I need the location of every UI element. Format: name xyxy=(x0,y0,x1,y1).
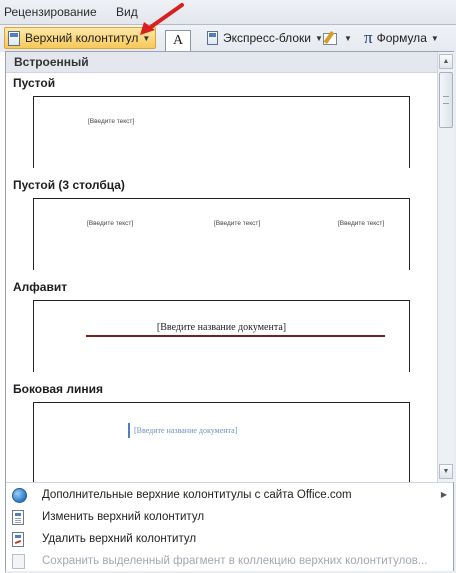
scroll-down-button[interactable] xyxy=(439,464,453,479)
gallery-item-blank[interactable] xyxy=(33,96,410,168)
placeholder-text: [Введите текст] xyxy=(338,220,385,227)
menu-item-delete-header[interactable] xyxy=(6,529,453,551)
tab-review[interactable]: Рецензирование xyxy=(4,5,97,19)
chevron-down-icon: ▼ xyxy=(142,33,151,43)
menu-item-more-headers[interactable] xyxy=(6,485,453,507)
gallery-list[interactable] xyxy=(6,52,437,482)
gallery-item-alphabet[interactable] xyxy=(33,300,410,372)
gallery-item-blank-3col[interactable] xyxy=(33,198,410,270)
section-header xyxy=(6,52,437,73)
gallery-item-label: Пустой xyxy=(13,76,56,90)
chevron-down-icon: ▼ xyxy=(344,33,352,43)
chevron-down-icon: ▼ xyxy=(430,33,439,43)
menu-item-label: Изменить верхний колонтитул xyxy=(42,511,205,523)
tab-view[interactable]: Вид xyxy=(116,5,138,19)
delete-header-icon xyxy=(12,532,24,547)
gallery-item-label: Пустой (3 столбца) xyxy=(13,178,125,192)
menu-item-label: Дополнительные верхние колонтитулы с сайта Office.com xyxy=(42,489,352,501)
chevron-right-icon: ▶ xyxy=(440,490,447,499)
accent-line xyxy=(86,335,385,337)
header-icon xyxy=(8,31,20,46)
gallery-item-label: Боковая линия xyxy=(13,382,103,396)
ribbon xyxy=(0,0,456,52)
office-globe-icon xyxy=(12,488,27,503)
formula-label: Формула xyxy=(376,31,427,45)
placeholder-text: [Введите название документа] xyxy=(134,426,238,435)
express-blocks-icon xyxy=(207,31,218,45)
express-blocks-button[interactable] xyxy=(207,27,323,49)
chevron-up-icon: ▲ xyxy=(442,58,450,65)
scroll-thumb[interactable] xyxy=(439,72,453,128)
accent-bar xyxy=(128,423,130,438)
gallery-item-label: Алфавит xyxy=(13,280,68,294)
placeholder-text: [Введите текст] xyxy=(87,220,134,227)
red-arrow-annotation xyxy=(134,2,186,38)
scroll-up-button[interactable] xyxy=(439,54,453,69)
express-blocks-label: Экспресс-блоки xyxy=(223,31,311,45)
placeholder-text: [Введите текст] xyxy=(214,220,261,227)
edit-header-icon xyxy=(12,510,24,525)
signature-icon xyxy=(322,31,338,46)
gallery-scrollbar[interactable] xyxy=(437,52,454,482)
pi-icon: π xyxy=(364,28,373,47)
placeholder-text: [Введите текст] xyxy=(88,118,135,125)
chevron-down-icon: ▼ xyxy=(442,468,450,475)
section-title: Встроенный xyxy=(14,55,89,69)
menu-item-edit-header[interactable] xyxy=(6,507,453,529)
gallery-menu xyxy=(6,482,453,571)
ribbon-tabs xyxy=(0,0,456,25)
chevron-down-icon: ▼ xyxy=(314,33,323,43)
menu-item-label: Сохранить выделенный фрагмент в коллекцию верхних колонтитулов... xyxy=(42,555,428,567)
header-button-label: Верхний колонтитул xyxy=(25,31,139,45)
signature-line-button[interactable] xyxy=(322,27,352,49)
menu-item-label: Удалить верхний колонтитул xyxy=(42,533,197,545)
gallery-item-sideline[interactable] xyxy=(33,402,410,482)
menu-item-save-selection xyxy=(6,551,453,573)
textbox-icon: A xyxy=(172,33,184,48)
save-selection-icon xyxy=(12,554,25,569)
header-gallery-dropdown xyxy=(5,51,454,571)
formula-button[interactable] xyxy=(364,27,439,49)
placeholder-text: [Введите название документа] xyxy=(156,322,287,333)
